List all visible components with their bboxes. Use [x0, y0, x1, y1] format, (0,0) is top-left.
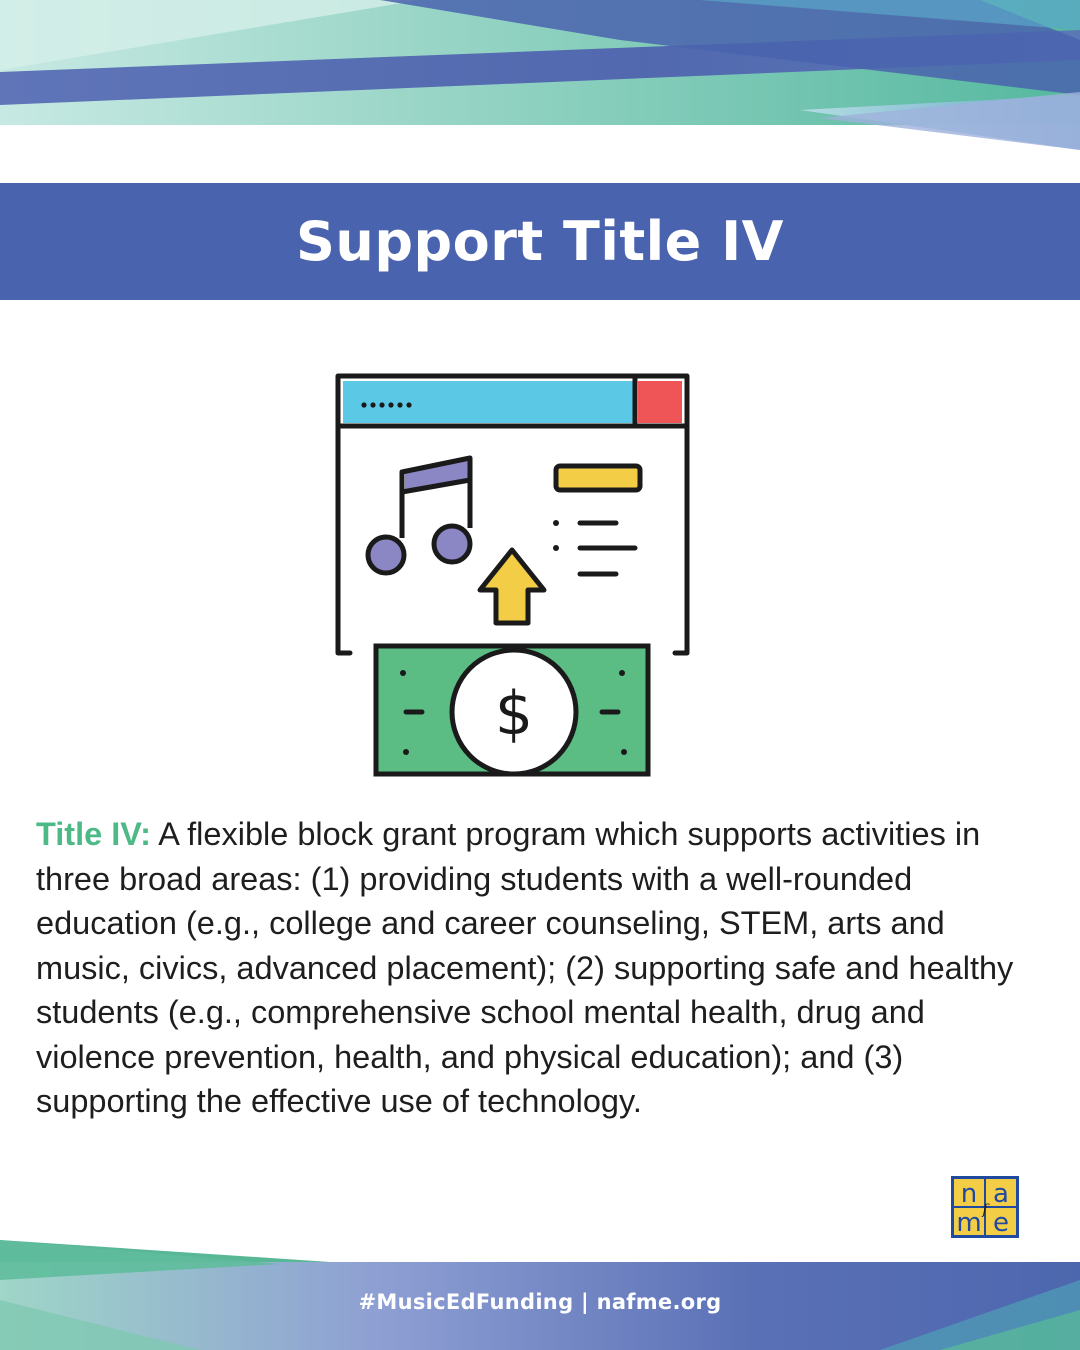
- title-banner: [0, 183, 1080, 300]
- logo-letter-m: m: [956, 1208, 982, 1238]
- logo-letter-n: n: [960, 1179, 978, 1209]
- logo-letter-f: f: [982, 1202, 988, 1218]
- footer-hashtag-site: #MusicEdFunding | nafme.org: [358, 1290, 722, 1314]
- title-iv-description: [36, 812, 1046, 1124]
- dollar-bill-icon: [376, 646, 648, 774]
- svg-text:$: $: [494, 679, 534, 749]
- top-decor-ribbons: [0, 0, 1080, 160]
- funding-illustration: [330, 368, 700, 783]
- page-title: Support Title IV: [296, 210, 784, 273]
- nafme-logo: [951, 1176, 1019, 1238]
- title-iv-text: A flexible block grant program which supports activities in three broad areas: (1) providing students with a well-rounded education (e.g., college and career counseling, STEM, arts and music, civics, advanced placement); (2) supporting safe and healthy students (e.g., comprehensive school mental health, drug and violence prevention, health, and physical education); and (3) supporting the effective use of technology.: [36, 816, 1014, 1119]
- logo-letter-e: e: [993, 1208, 1009, 1238]
- title-iv-label: Title IV:: [36, 816, 151, 852]
- logo-letter-a: a: [993, 1179, 1009, 1209]
